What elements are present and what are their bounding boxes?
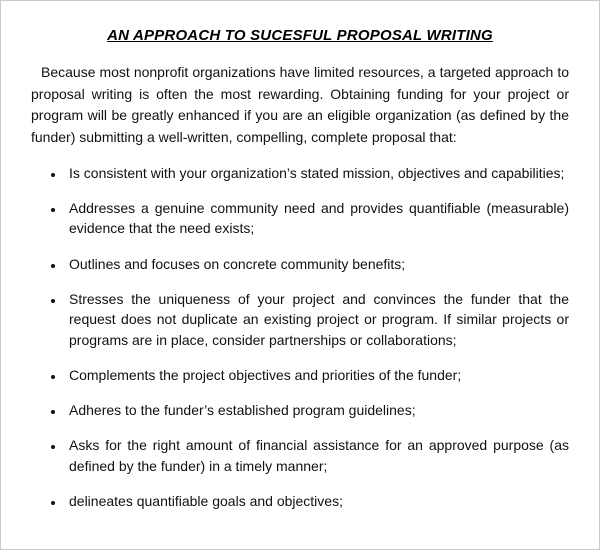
page-title: AN APPROACH TO SUCESFUL PROPOSAL WRITING bbox=[107, 27, 493, 44]
bullet-list bbox=[31, 163, 569, 512]
intro-paragraph: Because most nonprofit organizations have limited resources, a targeted approach to proposal writing is often the most rewarding. Obtaining funding for your project or program will be greatly enhanced if you are an eligible organization (as defined by the funder) submitting a well-written, compelling, complete proposal that: bbox=[31, 64, 569, 146]
list-item: • Complements the project objectives and priorities of the funder; bbox=[65, 365, 569, 385]
list-item: • Adheres to the funder’s established program guidelines; bbox=[65, 400, 569, 420]
list-item: • Outlines and focuses on concrete community benefits; bbox=[65, 254, 569, 274]
list-item: • Addresses a genuine community need and provides quantifiable (measurable) evidence that the need exists; bbox=[65, 198, 569, 239]
list-item: • Stresses the uniqueness of your project and convinces the funder that the request does not duplicate an existing project or program. If similar projects or programs are in place, consider partnerships or collaborations; bbox=[65, 289, 569, 350]
list-item: • Asks for the right amount of financial assistance for an approved purpose (as defined by the funder) in a timely manner; bbox=[65, 435, 569, 476]
list-item: • Is consistent with your organization’s stated mission, objectives and capabilities; bbox=[65, 163, 569, 183]
list-item: • delineates quantifiable goals and objectives; bbox=[65, 491, 569, 511]
